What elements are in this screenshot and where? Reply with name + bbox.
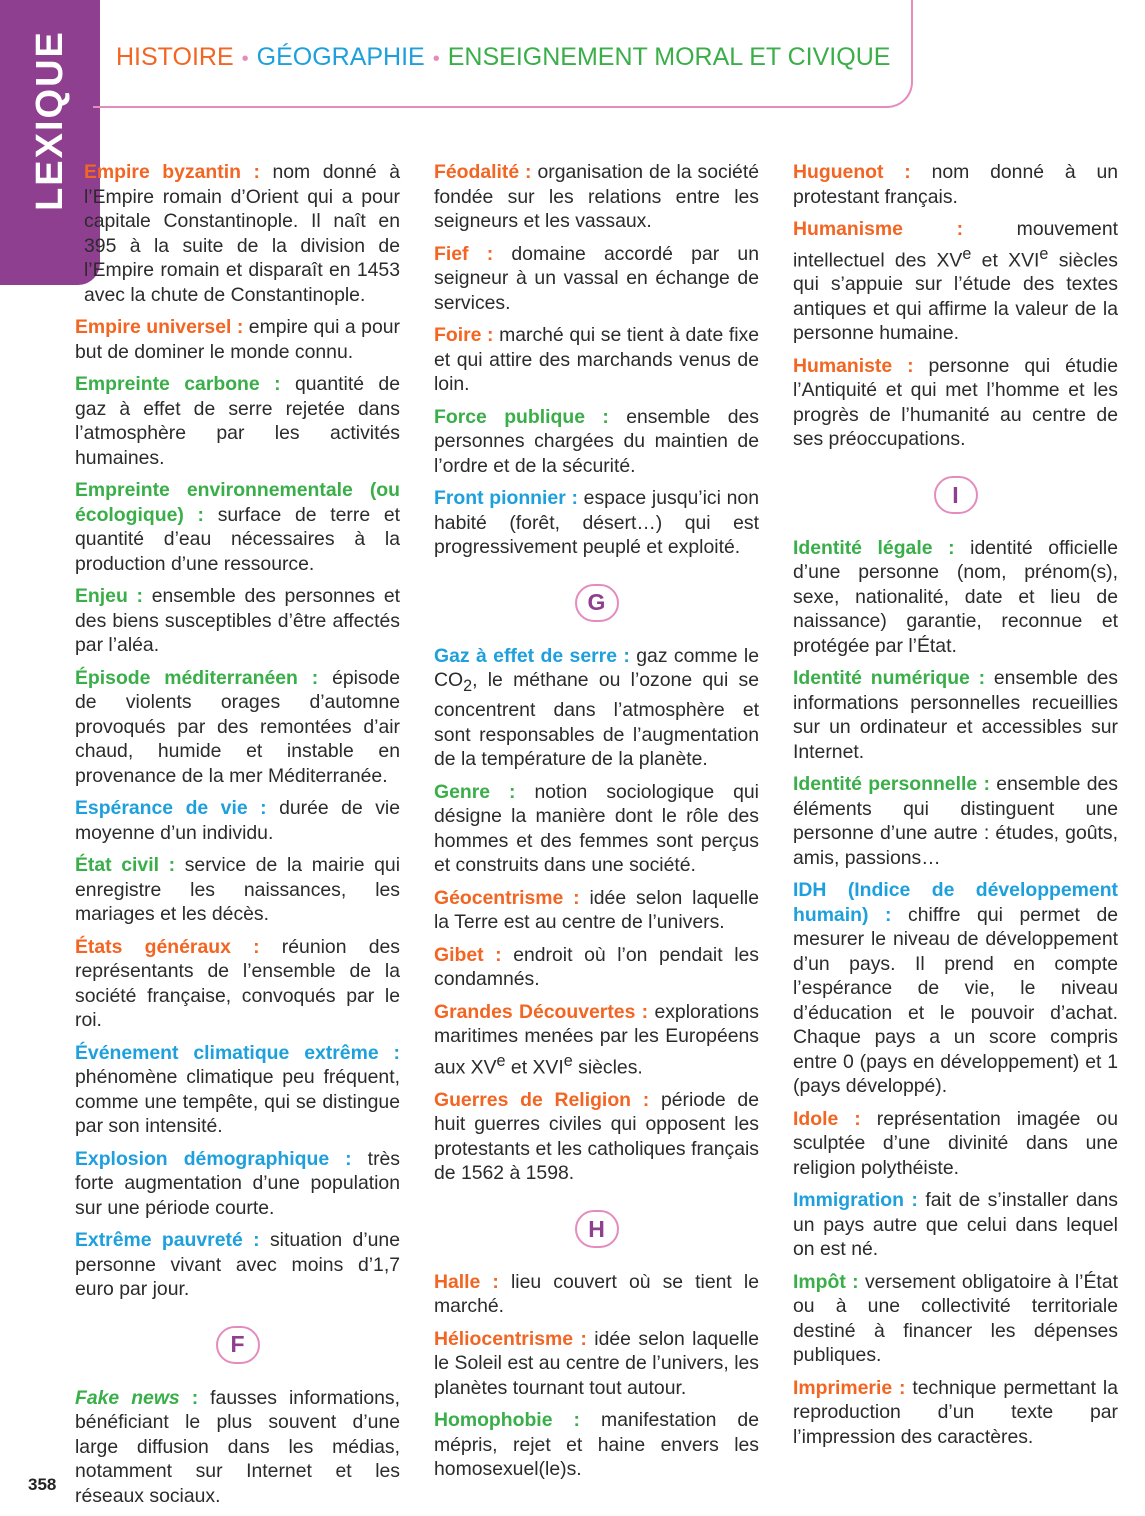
entry-definition: fausses informations, bénéficiant le plus souvent d’une large diffusion dans les médias, notamment sur Internet et les réseaux sociaux.	[75, 1386, 400, 1507]
entry-term: Humaniste :	[793, 354, 914, 377]
entry-definition: nom donné à l’Empire romain d’Orient qui a pour capitale Constantinople. Il naît en 395 à la suite de la division de l’Empire romain et disparaît en 1453 avec la chute de Constantinople.	[84, 161, 400, 306]
entry-definition: épisode de violents orages d’automne provoqués par des remontées d’air chaud, humide et instable en provenance de la mer Méditerranée.	[75, 666, 400, 787]
entry-term: Événement climatique extrême :	[75, 1041, 400, 1064]
entry-term: Humanisme :	[793, 218, 964, 240]
sidebar-label: LEXIQUE	[28, 29, 71, 211]
entry-definition: versement obligatoire à l’État ou à une collectivité territoriale destiné à financer les dépenses publiques.	[793, 1270, 1118, 1367]
glossary-entry	[434, 943, 759, 992]
entry-term: Idole :	[793, 1107, 861, 1130]
glossary-entry	[434, 644, 759, 772]
glossary-entry	[75, 478, 400, 576]
entry-term: Empreinte environnementale (ou écologique) :	[75, 479, 400, 526]
entry-term: Gibet :	[434, 943, 502, 966]
section-letter: I	[934, 476, 978, 514]
glossary-entry	[75, 935, 400, 1033]
entry-definition: siècles qui s’appuie sur l’étude des textes antiques et qui affirme la valeur de la personne humaine.	[793, 248, 1118, 345]
glossary-entry	[434, 323, 759, 397]
glossary-entry	[75, 315, 400, 364]
entry-term: Empreinte carbone :	[75, 373, 281, 395]
entry-definition: idée selon laquelle le Soleil est au centre de l’univers, les planètes tournant tout autour.	[434, 1327, 759, 1399]
entry-superscript: e	[962, 244, 972, 263]
glossary-entry	[793, 878, 1118, 1099]
entry-term: Immigration :	[793, 1189, 918, 1212]
column-2	[434, 160, 759, 1490]
section-letter: G	[575, 584, 619, 622]
entry-term: Genre :	[434, 780, 516, 803]
entry-definition: et XVI	[971, 248, 1040, 271]
glossary-entry	[434, 1270, 759, 1319]
section-letter: F	[216, 1326, 260, 1364]
entry-term: Impôt :	[793, 1270, 859, 1293]
entry-term: Empire byzantin :	[84, 161, 260, 183]
entry-definition: manifestation de mépris, rejet et haine envers les homosexuel(le)s.	[434, 1409, 759, 1481]
entry-definition: réunion des représentants de l’ensemble de la société française, convoqués par le roi.	[75, 935, 400, 1031]
entry-term: Foire :	[434, 324, 494, 346]
header-separator: •	[241, 48, 249, 70]
entry-term: Identité légale :	[793, 536, 955, 559]
entry-definition: ensemble des éléments qui distinguent une personne d’une autre : études, goûts, amis, passions…	[793, 773, 1118, 869]
entry-definition: technique permettant la reproduction d’un texte par l’impression des caractères.	[793, 1376, 1118, 1448]
page-header	[116, 43, 890, 72]
header-histoire: HISTOIRE	[116, 43, 234, 71]
entry-definition: lieu couvert où se tient le marché.	[434, 1270, 759, 1318]
header-emc: ENSEIGNEMENT MORAL ET CIVIQUE	[447, 43, 891, 71]
entry-term: Extrême pauvreté :	[75, 1229, 260, 1251]
entry-term: Géocentrisme :	[434, 886, 580, 909]
entry-definition: notion sociologique qui désigne la manière dont le rôle des hommes et des femmes sont perçus et construits dans une société.	[434, 780, 759, 877]
letter-divider-g	[434, 584, 759, 622]
entry-term: Explosion démographique :	[75, 1147, 352, 1170]
entry-term: États généraux :	[75, 935, 260, 958]
entry-term: Front pionnier :	[434, 487, 578, 509]
glossary-entry	[793, 217, 1118, 346]
entry-superscript: e	[563, 1051, 573, 1070]
entry-term: Empire universel :	[75, 316, 244, 338]
entry-term-tail: :	[179, 1386, 199, 1409]
entry-definition: période de huit guerres civiles qui opposent les protestants et les catholiques français de 1562 à 1598.	[434, 1088, 759, 1185]
entry-definition: durée de vie moyenne d’un individu.	[75, 797, 400, 844]
entry-definition: chiffre qui permet de mesurer le niveau de développement d’un pays. Il prend en compte l’espérance de vie, le niveau d’éducation et le pouvoir d’achat. Chaque pays a un score compris entre 0 (pays en développement) et 1 (pays développé).	[793, 903, 1119, 1098]
glossary-entry	[434, 405, 759, 479]
glossary-entry	[793, 1376, 1118, 1450]
entry-definition: service de la mairie qui enregistre les naissances, les mariages et les décès.	[75, 854, 400, 925]
column-3	[793, 160, 1118, 1457]
entry-term: IDH (Indice de développement humain) :	[793, 879, 1118, 926]
entry-term: Fief :	[434, 242, 494, 265]
glossary-entry	[434, 1000, 759, 1080]
glossary-entry	[793, 160, 1118, 209]
entry-term: Halle :	[434, 1270, 499, 1293]
entry-definition: ensemble des personnes chargées du maintien de l’ordre et de la sécurité.	[434, 405, 759, 477]
entry-definition: siècles.	[572, 1056, 643, 1079]
glossary-entry	[75, 1386, 400, 1509]
entry-definition: ensemble des informations personnelles recueillies sur un ordinateur et accessibles sur Internet.	[793, 667, 1118, 763]
glossary-entry	[793, 772, 1118, 870]
glossary-entry	[793, 666, 1118, 764]
glossary-entry	[75, 372, 400, 470]
glossary-entry	[75, 1041, 400, 1139]
glossary-entry	[434, 886, 759, 935]
glossary-entry	[793, 536, 1118, 659]
entry-definition: nom donné à un protestant français.	[793, 161, 1119, 208]
glossary-entry	[434, 1088, 759, 1186]
entry-term: Héliocentrisme :	[434, 1327, 587, 1350]
header-geographie: GÉOGRAPHIE	[256, 43, 425, 71]
entry-subscript: 2	[463, 676, 473, 695]
entry-superscript: e	[1039, 244, 1049, 263]
glossary-entry	[434, 780, 759, 878]
entry-definition: explorations maritimes menées par les Européens aux XV	[434, 1000, 759, 1079]
entry-term: Guerres de Religion :	[434, 1088, 650, 1111]
entry-definition: représentation imagée ou sculptée d’une divinité dans une religion polythéiste.	[793, 1107, 1119, 1179]
entry-term: Identité numérique :	[793, 667, 986, 690]
glossary-entry	[434, 1408, 759, 1482]
glossary-entry	[84, 160, 400, 307]
glossary-entry	[75, 853, 400, 927]
glossary-entry	[434, 160, 759, 234]
entry-term: Épisode méditerranéen :	[75, 666, 319, 689]
entry-term: Espérance de vie :	[75, 797, 267, 819]
entry-definition: ensemble des personnes et des biens susceptibles d’être affectés par l’aléa.	[75, 585, 401, 656]
entry-definition: marché qui se tient à date fixe et qui attire des marchands venus de loin.	[434, 324, 759, 395]
glossary-entry	[75, 584, 400, 658]
entry-superscript: e	[496, 1051, 506, 1070]
entry-definition: quantité de gaz à effet de serre rejetée dans l’atmosphère par les activités humaines.	[75, 373, 400, 469]
letter-divider-i	[793, 476, 1118, 514]
glossary-entry	[793, 1188, 1118, 1262]
entry-term: Fake news	[75, 1386, 180, 1409]
entry-definition: et XVI	[505, 1056, 564, 1079]
glossary-entry	[793, 1270, 1118, 1368]
entry-term: Force publique :	[434, 405, 609, 428]
glossary-entry	[434, 242, 759, 316]
glossary-entry	[75, 796, 400, 845]
letter-divider-f	[75, 1326, 400, 1364]
entry-definition: personne qui étudie l’Antiquité et qui met l’homme et les progrès de l’humanité au centre de ses préoccupations.	[793, 354, 1118, 451]
entry-definition: fait de s’installer dans un pays autre que celui dans lequel on est né.	[793, 1189, 1119, 1261]
entry-term: Gaz à effet de serre :	[434, 644, 630, 667]
glossary-entry	[793, 354, 1118, 452]
entry-definition: idée selon laquelle la Terre est au centre de l’univers.	[434, 886, 759, 934]
section-letter: H	[575, 1210, 619, 1248]
entry-definition: très forte augmentation d’une population sur une période courte.	[75, 1147, 401, 1219]
entry-term: Imprimerie :	[793, 1376, 906, 1399]
glossary-entry	[75, 1147, 400, 1221]
entry-term: État civil :	[75, 854, 176, 876]
entry-definition: empire qui a pour but de dominer le monde connu.	[75, 316, 400, 363]
entry-term: Féodalité :	[434, 161, 532, 183]
page-number: 358	[28, 1475, 57, 1494]
entry-definition: organisation de la société fondée sur les relations entre les seigneurs et les vassaux.	[434, 161, 759, 232]
entry-definition: espace jusqu’ici non habité (forêt, désert…) qui est progressivement peuplé et exploité.	[434, 487, 759, 558]
glossary-entry	[75, 666, 400, 789]
entry-definition: phénomène climatique peu fréquent, comme une tempête, qui se distingue par son intensité.	[75, 1066, 400, 1137]
letter-divider-h	[434, 1210, 759, 1248]
entry-definition: situation d’une personne vivant avec moins d’1,7 euro par jour.	[75, 1229, 400, 1300]
entry-term: Homophobie :	[434, 1409, 580, 1432]
entry-definition: endroit où l’on pendait les condamnés.	[434, 943, 759, 991]
entry-definition: mouvement intellectuel des XV	[793, 218, 1118, 271]
entry-definition: gaz comme le CO	[434, 644, 759, 691]
entry-definition: identité officielle d’une personne (nom, prénom(s), sexe, nationalité, date et lieu de naissance) garantie, reconnue et protégée par l’État.	[793, 536, 1118, 657]
entry-definition: domaine accordé par un seigneur à un vassal en échange de services.	[434, 242, 759, 314]
glossary-entry	[793, 1107, 1118, 1181]
entry-term: Identité personnelle :	[793, 773, 990, 796]
entry-definition: , le méthane ou l’ozone qui se concentrent dans l’atmosphère et sont responsables de l’augmentation de la température de la planète.	[434, 669, 759, 771]
glossary-entry	[75, 1228, 400, 1302]
entry-term: Huguenot :	[793, 161, 911, 183]
header-separator: •	[432, 48, 440, 70]
glossary-entry	[434, 1327, 759, 1401]
entry-term: Grandes Découvertes :	[434, 1000, 649, 1023]
glossary-entry	[434, 486, 759, 560]
column-1	[75, 160, 400, 1516]
entry-term: Enjeu :	[75, 585, 143, 607]
entry-definition: surface de terre et quantité d’eau nécessaires à la production d’une ressource.	[75, 503, 401, 575]
